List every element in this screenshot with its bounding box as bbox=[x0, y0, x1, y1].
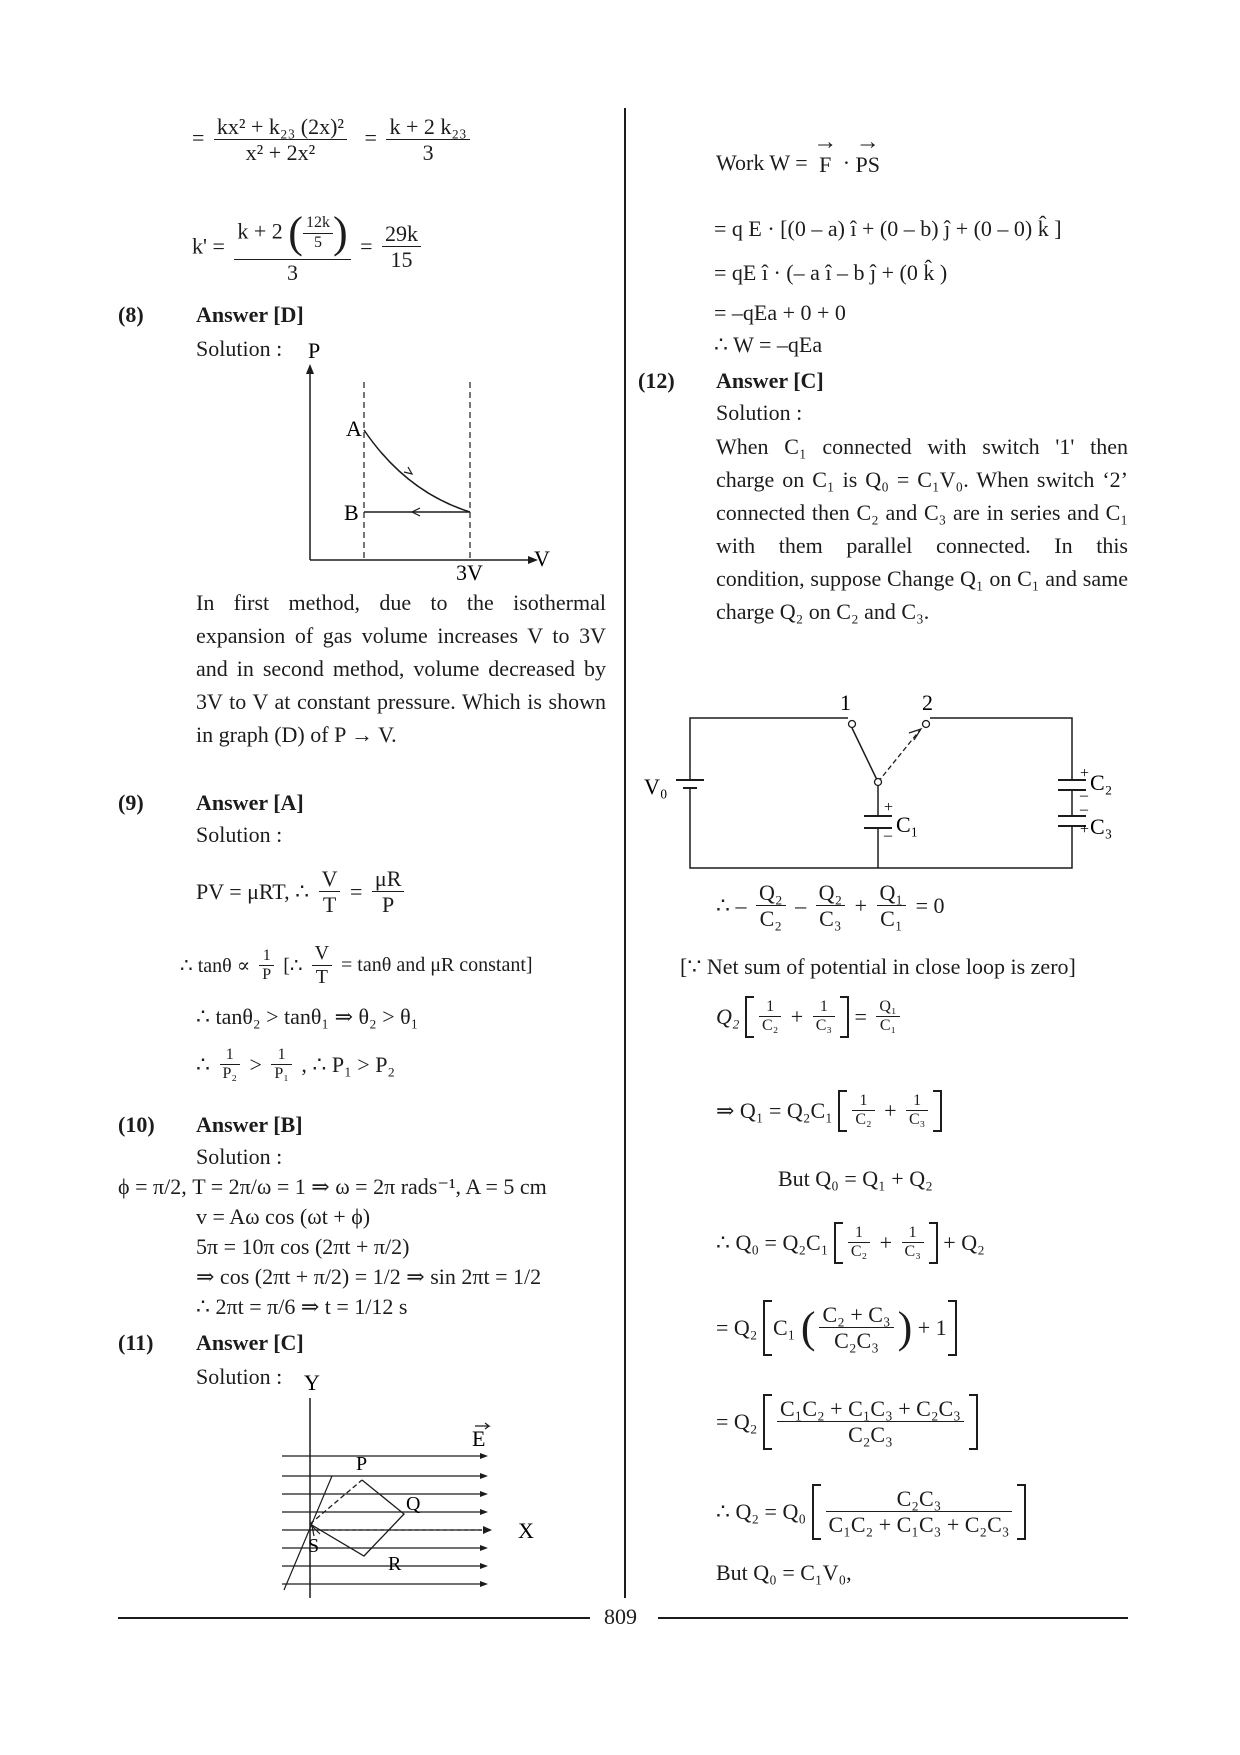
q10-line-3: 5π = 10π cos (2πt + π/2) bbox=[196, 1234, 410, 1259]
switch-arm[interactable] bbox=[852, 728, 878, 782]
solution-label: Solution : bbox=[716, 400, 803, 425]
isothermal-curve bbox=[364, 430, 470, 512]
switch-position-2 bbox=[878, 730, 920, 782]
q9-line-2: ∴ tanθ ∝ $\frac{1}{P}$ [∴ $\frac{V}{T}$ = tanθ and μR constant] bbox=[180, 942, 533, 988]
solution-label: Solution : bbox=[196, 822, 283, 847]
q9-line-4: ∴ $\frac{1}{\text{P₂}}$ > $\frac{1}{\text{P₁}}$ , ∴ P₁ > P₂ bbox=[196, 1046, 396, 1083]
c1-plus: + bbox=[884, 799, 894, 816]
pv-graph bbox=[296, 342, 556, 582]
q12-eq-1: ∴ – $\frac{\text{Q₂}}{\text{C₂}}$ – $\frac{\text{Q₂}}{\text{C₃}}$ + $\frac{\text{Q₁}}{\text{C₁}}$ = 0 bbox=[716, 880, 945, 932]
q10-line-4: ⇒ cos (2πt + π/2) = 1/2 ⇒ sin 2πt = 1/2 bbox=[196, 1264, 542, 1289]
c3-minus: + bbox=[1080, 821, 1090, 838]
question-number: (11) bbox=[118, 1330, 154, 1355]
q9-line-1: PV = μRT, ∴ $\frac{V}{T}$ = $\frac{\mu R}{P}$ bbox=[196, 866, 408, 918]
switch-terminal-1 bbox=[849, 721, 856, 728]
capacitor-circuit bbox=[640, 688, 1140, 874]
field-diagram bbox=[276, 1370, 546, 1602]
switch-2-label: 2 bbox=[922, 690, 933, 715]
s-point-label: S bbox=[308, 1535, 320, 1557]
q12-eq-8: ∴ Q₂ = Q₀ $\frac{\text{C₂C₃}}{\text{C₁C₂ + C₁C₃ + C₂C₃}}$ bbox=[716, 1484, 1026, 1540]
q10-line-2: v = Aω cos (ωt + ϕ) bbox=[196, 1204, 371, 1229]
q9-line-3: ∴ tanθ₂ > tanθ₁ ⇒ θ₂ > θ₁ bbox=[196, 1004, 419, 1029]
switch-pivot bbox=[875, 779, 882, 786]
p-point-label: P bbox=[356, 1453, 368, 1475]
battery-v0 bbox=[676, 780, 704, 788]
x-axis-arrow bbox=[483, 1526, 492, 1534]
v0-label: V₀ bbox=[644, 774, 668, 799]
switch-terminal-2 bbox=[923, 721, 930, 728]
work-equation: Work W = → F · → PS bbox=[716, 129, 881, 177]
answer-label: Answer [C] bbox=[196, 1330, 304, 1355]
3v-label: 3V bbox=[456, 560, 483, 582]
page-number: 809 bbox=[604, 1604, 637, 1629]
field-lines bbox=[282, 1456, 482, 1584]
path-pqrs bbox=[310, 1480, 404, 1556]
answer-label: Answer [D] bbox=[196, 302, 304, 327]
equation-keff-2: k' = k + 2 ( $\frac{12k}{5}$ ) 3 = $\frac{29k}{15}$ bbox=[192, 208, 425, 285]
v-label: V bbox=[534, 546, 550, 571]
answer-label: Answer [A] bbox=[196, 790, 304, 815]
q12-eq-7: = Q₂ $\frac{\text{C₁C₂ + C₁C₃ + C₂C₃}}{\text{C₂C₃}}$ bbox=[716, 1394, 978, 1450]
field-arrow-icons bbox=[480, 1453, 488, 1587]
footer-rule-right bbox=[658, 1617, 1128, 1619]
question-number: (10) bbox=[118, 1112, 155, 1137]
q12-explanation: When C₁ connected with switch '1' then charge on C₁ is Q₀ = C₁V₀. When switch ‘2’ connected then C₂ and C₃ are in series and C₁ with them parallel connected. In this condition, suppose Change Q₁ on C₁ and same charge Q₂ on C₂ and C₃. bbox=[716, 434, 1128, 624]
q12-eq-5: ∴ Q₀ = Q₂C₁ $\frac{1}{\text{C₂}}$ + $\frac{1}{\text{C₃}}$ + Q₂ bbox=[716, 1222, 985, 1264]
footer-rule-left bbox=[118, 1617, 590, 1619]
work-line-3: = qE î · (– a î – b ĵ + (0 k̂ ) bbox=[714, 260, 948, 285]
y-label: Y bbox=[304, 1370, 320, 1395]
circuit-wires bbox=[690, 718, 1072, 868]
b-label: B bbox=[344, 500, 359, 525]
work-line-2: = q E · [(0 – a) î + (0 – b) ĵ + (0 – 0) k̂ ] bbox=[714, 216, 1062, 241]
x-label: X bbox=[518, 1518, 534, 1543]
question-number: (9) bbox=[118, 790, 144, 815]
q12-eq-9: But Q₀ = C₁V₀, bbox=[716, 1560, 852, 1585]
q12-eq-4: But Q₀ = Q₁ + Q₂ bbox=[778, 1166, 933, 1191]
q12-eq-3: ⇒ Q₁ = Q₂C₁ $\frac{1}{\text{C₂}}$ + $\frac{1}{\text{C₃}}$ bbox=[716, 1090, 942, 1132]
solution-label: Solution : bbox=[196, 336, 283, 361]
solution-label: Solution : bbox=[196, 1364, 283, 1389]
q-point-label: Q bbox=[406, 1493, 421, 1515]
q10-line-5: ∴ 2πt = π/6 ⇒ t = 1/12 s bbox=[196, 1294, 408, 1319]
answer-label: Answer [C] bbox=[716, 368, 824, 393]
switch-1-label: 1 bbox=[840, 690, 851, 715]
c3-plus: – bbox=[1080, 801, 1088, 818]
r-point-label: R bbox=[388, 1553, 402, 1575]
c3-label: C₃ bbox=[1090, 814, 1113, 839]
q10-line-1: ϕ = π/2, T = 2π/ω = 1 ⇒ ω = 2π rads⁻¹, A = 5 cm bbox=[118, 1174, 547, 1199]
question-number: (12) bbox=[638, 368, 675, 393]
a-label: A bbox=[346, 416, 362, 441]
c2-label: C₂ bbox=[1090, 770, 1113, 795]
curve-arrow-icon bbox=[404, 467, 412, 474]
q12-eq-2: Q₂ $\frac{1}{\text{C₂}}$ + $\frac{1}{\text{C₃}}$ = $\frac{\text{Q₁}}{\text{C₁}}$ bbox=[716, 996, 904, 1038]
c2-plus: + bbox=[1080, 765, 1090, 782]
c1-minus: – bbox=[884, 827, 892, 844]
solution-label: Solution : bbox=[196, 1144, 283, 1169]
q8-explanation: In first method, due to the isothermal expansion of gas volume increases V to 3V and in second method, volume decreased by 3V to V at constant pressure. Which is shown in graph (D) of P → V. bbox=[196, 590, 606, 747]
c2-minus: – bbox=[1080, 787, 1088, 804]
e-vector-label: E bbox=[472, 1426, 486, 1451]
kvl-note: [∵ Net sum of potential in close loop is zero] bbox=[680, 954, 1076, 979]
column-divider bbox=[624, 108, 626, 1598]
answer-label: Answer [B] bbox=[196, 1112, 303, 1137]
question-number: (8) bbox=[118, 302, 144, 327]
path-s-to-p bbox=[310, 1480, 362, 1524]
p-axis-arrow bbox=[306, 364, 314, 374]
equation-keff-1: = $\frac{\text{kx² + k₂₃ (2x)²}}{\text{x² + 2x²}}$ = $\frac{\text{k + 2 k₂₃}}{3}$ bbox=[192, 114, 474, 166]
q12-eq-6: = Q₂ C₁ ( $\frac{\text{C₂ + C₃}}{\text{C₂C₃}}$ ) + 1 bbox=[716, 1300, 957, 1356]
work-line-5: ∴ W = –qEa bbox=[714, 332, 823, 357]
work-line-4: = –qEa + 0 + 0 bbox=[714, 300, 846, 325]
p-label: P bbox=[308, 342, 321, 363]
c1-label: C₁ bbox=[896, 812, 919, 837]
